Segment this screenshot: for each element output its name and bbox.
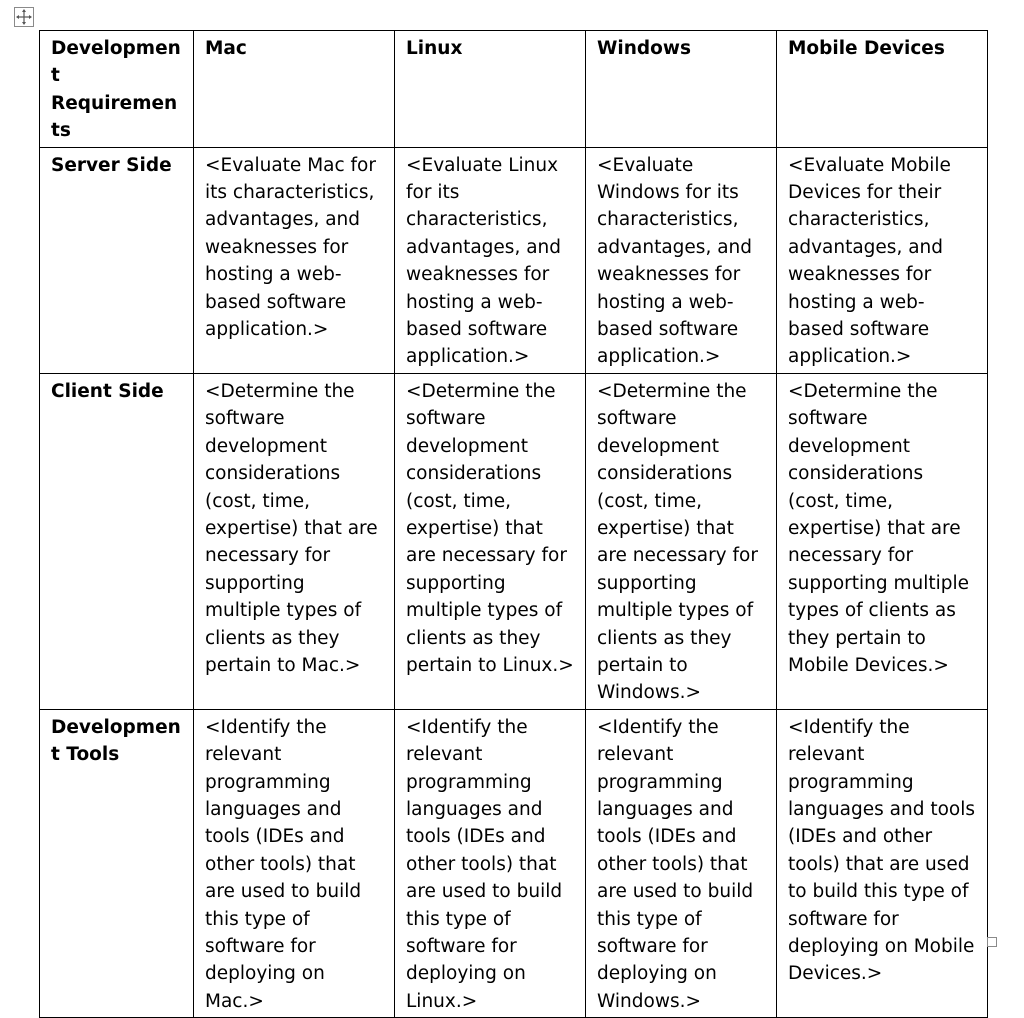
header-cell-linux[interactable]: Linux [395, 31, 586, 148]
cell-tools-linux[interactable]: <Identify the relevant programming languages and tools (IDEs and other tools) that are used to build this type of software for deploying on Linux.> [395, 709, 586, 1017]
table-move-handle-icon[interactable] [14, 7, 34, 27]
requirements-table [39, 30, 988, 1018]
table-resize-handle[interactable] [987, 937, 997, 947]
row-label-client-side[interactable]: Client Side [40, 373, 194, 709]
header-cell-mobile-devices[interactable]: Mobile Devices [777, 31, 988, 148]
cell-client-linux[interactable]: <Determine the software development considerations (cost, time, expertise) that are necessary for supporting multiple types of clients as they pertain to Linux.> [395, 373, 586, 709]
cell-server-linux[interactable]: <Evaluate Linux for its characteristics, advantages, and weaknesses for hosting a web-based software application.> [395, 147, 586, 373]
row-label-development-tools[interactable]: Development Tools [40, 709, 194, 1017]
cell-tools-windows[interactable]: <Identify the relevant programming languages and tools (IDEs and other tools) that are used to build this type of software for deploying on Windows.> [586, 709, 777, 1017]
header-cell-mac[interactable]: Mac [194, 31, 395, 148]
header-row [40, 31, 988, 148]
cell-client-mac[interactable]: <Determine the software development considerations (cost, time, expertise) that are necessary for supporting multiple types of clients as they pertain to Mac.> [194, 373, 395, 709]
table-row-server-side [40, 147, 988, 373]
cell-tools-mobile[interactable]: <Identify the relevant programming languages and tools (IDEs and other tools) that are used to build this type of software for deploying on Mobile Devices.> [777, 709, 988, 1017]
cell-server-mac[interactable]: <Evaluate Mac for its characteristics, advantages, and weaknesses for hosting a web-based software application.> [194, 147, 395, 373]
header-cell-development-requirements[interactable]: Development Requirements [40, 31, 194, 148]
table-row-development-tools [40, 709, 988, 1017]
row-label-server-side[interactable]: Server Side [40, 147, 194, 373]
cell-server-windows[interactable]: <Evaluate Windows for its characteristics, advantages, and weaknesses for hosting a web-based software application.> [586, 147, 777, 373]
header-cell-windows[interactable]: Windows [586, 31, 777, 148]
cell-client-mobile[interactable]: <Determine the software development considerations (cost, time, expertise) that are necessary for supporting multiple types of clients as they pertain to Mobile Devices.> [777, 373, 988, 709]
table-row-client-side [40, 373, 988, 709]
cell-server-mobile[interactable]: <Evaluate Mobile Devices for their characteristics, advantages, and weaknesses for hosting a web-based software application.> [777, 147, 988, 373]
cell-client-windows[interactable]: <Determine the software development considerations (cost, time, expertise) that are necessary for supporting multiple types of clients as they pertain to Windows.> [586, 373, 777, 709]
cell-tools-mac[interactable]: <Identify the relevant programming languages and tools (IDEs and other tools) that are used to build this type of software for deploying on Mac.> [194, 709, 395, 1017]
